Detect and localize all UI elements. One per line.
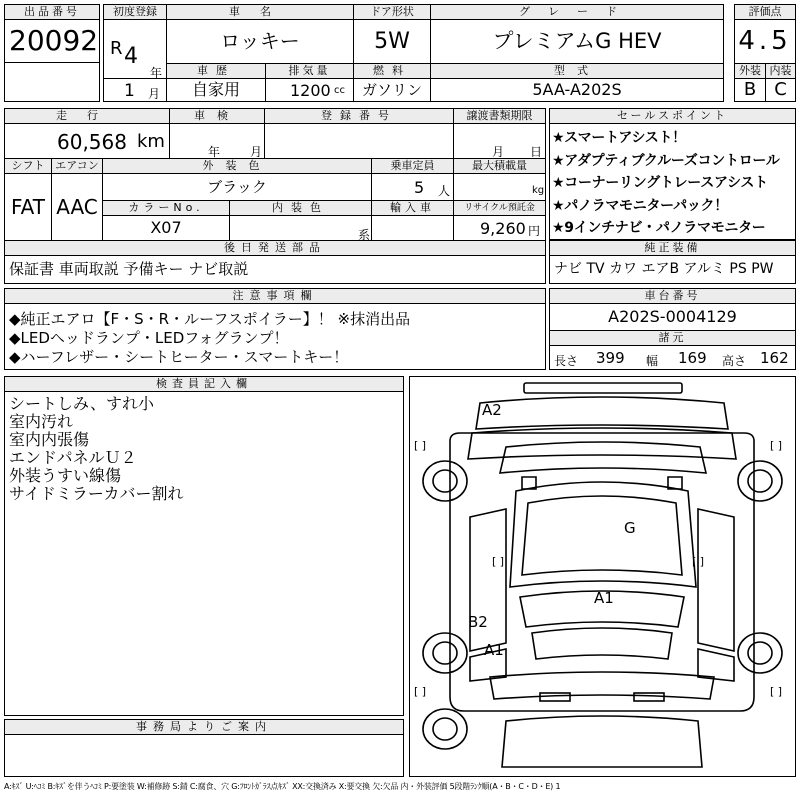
mileage: 60,568: [57, 130, 127, 154]
inspector-item: 室内汚れ: [9, 412, 74, 431]
displacement: 1200: [290, 81, 331, 100]
sales-points-label: セールスポイント: [549, 108, 796, 124]
recycle-cell: [453, 215, 546, 241]
damage-mark-G: G: [624, 519, 636, 537]
ext-color: ブラック: [102, 173, 372, 201]
sales-point-item: ★9インチナビ・パノラマモニター: [552, 220, 766, 236]
ac: AAC: [51, 173, 103, 241]
grade-label: グレード: [430, 4, 724, 20]
int-color-cell: [229, 215, 372, 241]
inspector-item: 室内内張傷: [9, 430, 90, 449]
rear-light-right: [634, 693, 664, 701]
score-label: 評価点: [734, 4, 796, 20]
capacity: 5: [414, 178, 425, 197]
wheel-front-right-hub: [748, 470, 772, 492]
damage-mark-A1-side: A1: [484, 641, 504, 659]
mileage-label: 走行: [4, 108, 170, 124]
body-outline: [450, 433, 754, 711]
first-reg-year: 4: [124, 44, 138, 69]
int-color-unit: 系: [358, 228, 371, 241]
month-unit: 月: [148, 87, 161, 101]
capacity-cell: [371, 173, 454, 201]
bracket-front-left: [ ]: [414, 439, 427, 452]
year-unit: 年: [150, 66, 163, 79]
tail-panel: [502, 716, 702, 767]
legend: A:ｷｽﾞ U:ﾍｺﾐ B:ｷｽﾞを伴うﾍｺﾐ P:要塗装 W:補修跡 S:錆 C:腐食、穴 G:ﾌﾛﾝﾄｶﾞﾗｽ点ｷｽﾞ XX:交換済み X:要交換 欠:欠品 内・外装評価 5段階ﾗﾝｸ順(A・B・C・D・E) 1: [4, 782, 561, 791]
car-name: ロッキー: [166, 19, 354, 64]
interior-grade: C: [765, 78, 796, 102]
notes-panel: [4, 288, 546, 370]
inspection-month-unit: 月: [250, 145, 263, 159]
wheel-front-right: [738, 461, 782, 501]
history: 自家用: [166, 78, 266, 102]
first-reg-label: 初度登録: [103, 4, 167, 20]
mileage-unit: km: [137, 131, 165, 152]
equipment-label: 純正装備: [549, 240, 796, 256]
height-label: 高さ: [722, 354, 747, 368]
sales-point-item: ★パノラマモニターパック！: [552, 197, 728, 214]
transfer-cell: [453, 123, 546, 159]
fuel: ガソリン: [353, 78, 431, 102]
later-parts-label: 後日発送部品: [4, 240, 546, 256]
sales-point-item: ★アダプティブクルーズコントロール: [552, 152, 780, 169]
displacement-unit: cc: [334, 85, 345, 96]
bracket-rear-left: [ ]: [414, 685, 427, 698]
office-panel: [4, 719, 404, 777]
recycle-label: リサイクル預託金: [453, 200, 546, 216]
damage-mark-A1-rear: A1: [594, 589, 614, 607]
transfer-month-unit: 月: [492, 145, 505, 159]
int-color-label: 内装色: [229, 200, 372, 216]
chassis-number: A202S-0004129: [549, 303, 796, 331]
sales-point-item: ★コーナーリングトレースアシスト: [552, 175, 768, 191]
score: 4.5: [734, 19, 796, 64]
max-load-unit: kg: [532, 185, 545, 196]
capacity-unit: 人: [438, 184, 451, 198]
car-diagram: [409, 376, 796, 777]
lot-number-label: 出品番号: [4, 4, 100, 20]
length: 399: [596, 349, 625, 367]
dims-label: 諸元: [549, 330, 796, 346]
dims-row: [549, 345, 796, 370]
reg-no-label: 登録番号: [264, 108, 454, 124]
damage-mark-B2: B2: [468, 613, 488, 631]
car-name-label: 車名: [166, 4, 354, 20]
sales-points-panel: [549, 108, 796, 240]
exterior-label: 外装: [734, 63, 766, 79]
era: R: [110, 38, 123, 59]
office-label: 事務局よりご案内: [4, 719, 404, 735]
mileage-cell: [4, 123, 170, 159]
inspector-list: [4, 391, 404, 716]
notes-label: 注意事項欄: [4, 288, 546, 304]
front-bumper-outline: [524, 383, 682, 393]
first-reg-year-cell: [103, 19, 167, 79]
bracket-side-left: [ ]: [492, 555, 505, 568]
lot-blank: [4, 62, 100, 102]
fuel-label: 燃料: [353, 63, 431, 79]
door-label: ドア形状: [353, 4, 431, 20]
sales-point-item: ★スマートアシスト！: [552, 130, 686, 146]
height: 162: [760, 349, 789, 367]
import-label: 輸入車: [371, 200, 454, 216]
ac-label: エアコン: [51, 158, 103, 174]
first-reg-month: 1: [124, 81, 135, 101]
info-panel: [4, 108, 546, 284]
windshield-top: [500, 442, 706, 473]
inspector-item: シートしみ、すれ小: [9, 394, 154, 413]
inspector-item: 外装うすい線傷: [9, 466, 122, 485]
wheel-rear-right-hub: [748, 642, 772, 664]
equipment-panel: [549, 240, 796, 284]
model-label: 型式: [430, 63, 724, 79]
wheel-rear-left-hub: [433, 642, 457, 664]
inspector-item: サイドミラーカバー割れ: [9, 484, 184, 503]
chassis-label: 車台番号: [549, 288, 796, 304]
inspection-cell: [169, 123, 265, 159]
color-no: X07: [102, 215, 230, 241]
front-bumper-shape: [476, 397, 728, 429]
roof-inner: [522, 496, 682, 575]
max-load-cell: [453, 173, 546, 201]
width-label: 幅: [646, 354, 659, 368]
damage-mark-A2: A2: [482, 401, 502, 419]
reg-no-cell: [264, 123, 454, 159]
bracket-side-right: [ ]: [692, 555, 705, 568]
notes-list: [4, 303, 546, 370]
color-no-label: カラーNo.: [102, 200, 230, 216]
trunk-lid: [532, 628, 672, 659]
inspector-label: 検査員記入欄: [4, 376, 404, 392]
inspector-panel: [4, 376, 404, 716]
grade: プレミアムG HEV: [430, 19, 724, 64]
rear-bumper: [490, 672, 714, 699]
note-item: ◆純正エアロ【F・S・R・ルーフスポイラー】！ ※抹消出品: [9, 310, 411, 328]
wheel-front-left: [423, 461, 467, 501]
transfer-day-unit: 日: [530, 145, 543, 159]
inspector-item: エンドパネルＵ２: [9, 448, 137, 467]
recycle-unit: 円: [528, 224, 541, 238]
exterior-grade: B: [734, 78, 766, 102]
spare-wheel: [423, 709, 467, 749]
max-load-label: 最大積載量: [453, 158, 546, 174]
bracket-rear-right: [ ]: [770, 685, 783, 698]
wheel-rear-left: [423, 633, 467, 673]
spare-wheel-hub: [433, 718, 457, 740]
office-content: [4, 734, 404, 777]
later-parts: 保証書 車両取説 予備キー ナビ取説: [4, 255, 546, 284]
ext-color-label: 外装色: [102, 158, 372, 174]
lot-number: 20092: [4, 19, 100, 63]
note-item: ◆ハーフレザー・シートヒーター・スマートキー！: [9, 348, 349, 366]
width: 169: [678, 349, 707, 367]
wheel-front-left-hub: [433, 470, 457, 492]
recycle: 9,260: [480, 219, 526, 238]
chassis-panel: [549, 288, 796, 370]
displacement-label: 排気量: [265, 63, 354, 79]
shift: FAT: [4, 173, 52, 241]
length-label: 長さ: [554, 354, 579, 368]
car-diagram-svg: [410, 377, 795, 776]
inspection-year-unit: 年: [208, 145, 221, 159]
header-panel: [4, 4, 796, 102]
door-type: 5W: [353, 19, 431, 64]
equipment-items: ナビ TV カワ エアB アルミ PS PW: [549, 255, 796, 284]
transfer-label: 譲渡書類期限: [453, 108, 546, 124]
history-label: 車歴: [166, 63, 266, 79]
note-item: ◆LEDヘッドランプ・LEDフォグランプ！: [9, 329, 289, 347]
rear-light-left: [540, 693, 570, 701]
roof-outline: [510, 482, 696, 587]
import-cell: [371, 215, 454, 241]
displacement-cell: [265, 78, 354, 102]
sales-points-list: [549, 123, 796, 240]
wheel-rear-right: [738, 633, 782, 673]
shift-label: シフト: [4, 158, 52, 174]
right-front-door: [698, 509, 734, 651]
first-reg-month-cell: [103, 78, 167, 102]
inspection-label: 車検: [169, 108, 265, 124]
bracket-front-right: [ ]: [770, 439, 783, 452]
interior-label: 内装: [765, 63, 796, 79]
model: 5AA-A202S: [430, 78, 724, 102]
capacity-label: 乗車定員: [371, 158, 454, 174]
